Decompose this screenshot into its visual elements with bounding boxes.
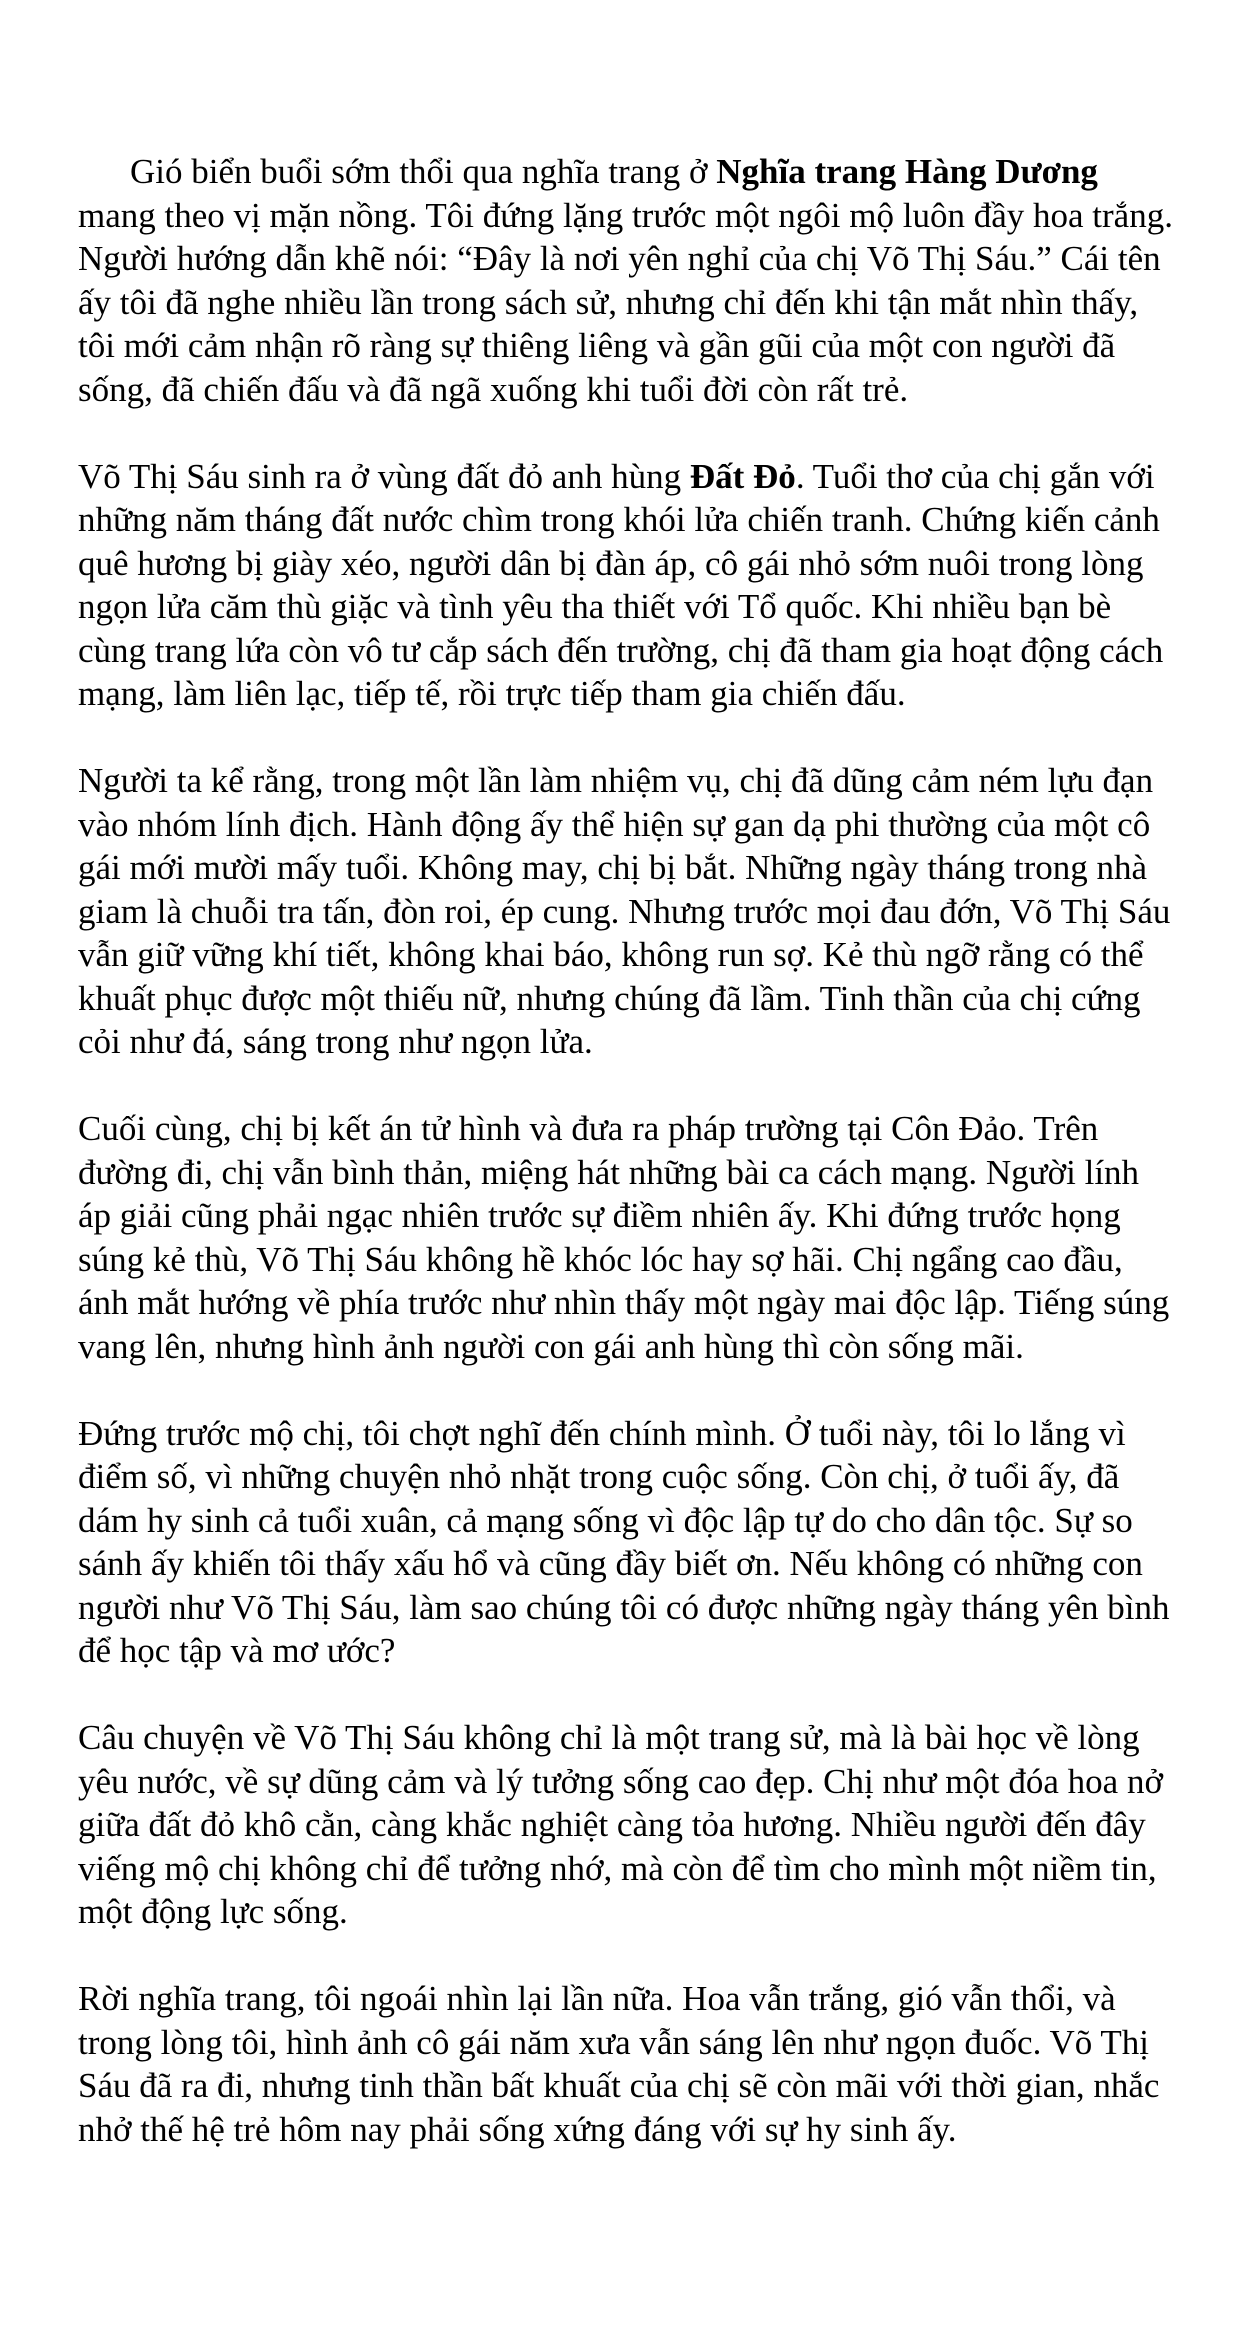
paragraph-7: Rời nghĩa trang, tôi ngoái nhìn lại lần nữa. Hoa vẫn trắng, gió vẫn thổi, và trong lòng tôi, hình ảnh cô gái năm xưa vẫn sáng lên như ngọn đuốc. Võ Thị Sáu đã ra đi, nhưng tinh thần bất khuất của chị sẽ còn mãi với thời gian, nhắc nhở thế hệ trẻ hôm nay phải sống xứng đáng với sự hy sinh ấy. [78,1979,1160,2149]
bold-place-name: Nghĩa trang Hàng Dương [716,152,1098,191]
paragraph-text: mang theo vị mặn nồng. Tôi đứng lặng trước một ngôi mộ luôn đầy hoa trắng. Người hướng dẫn khẽ nói: “Đây là nơi yên nghỉ của chị Võ Thị Sáu.” Cái tên ấy tôi đã nghe nhiều lần trong sách sử, nhưng chỉ đến khi tận mắt nhìn thấy, tôi mới cảm nhận rõ ràng sự thiêng liêng và gần gũi của một con người đã sống, đã chiến đấu và đã ngã xuống khi tuổi đời còn rất trẻ. [78,195,1173,409]
paragraph-5: Đứng trước mộ chị, tôi chợt nghĩ đến chính mình. Ở tuổi này, tôi lo lắng vì điểm số, vì những chuyện nhỏ nhặt trong cuộc sống. Còn chị, ở tuổi ấy, đã dám hy sinh cả tuổi xuân, cả mạng sống vì độc lập tự do cho dân tộc. Sự so sánh ấy khiến tôi thấy xấu hổ và cũng đầy biết ơn. Nếu không có những con người như Võ Thị Sáu, làm sao chúng tôi có được những ngày tháng yên bình để học tập và mơ ước? [78,1413,1170,1670]
paragraph-text: Võ Thị Sáu sinh ra ở vùng đất đỏ anh hùng [78,456,690,496]
paragraph-2 [78,455,1178,716]
paragraph-text: Gió biển buổi sớm thổi qua nghĩa trang ở [130,152,717,191]
document-body [78,150,1178,2151]
paragraph-text: . Tuổi thơ của chị gắn với những năm tháng đất nước chìm trong khói lửa chiến tranh. Chứng kiến cảnh quê hương bị giày xéo, người dân bị đàn áp, cô gái nhỏ sớm nuôi trong lòng ngọn lửa căm thù giặc và tình yêu tha thiết với Tổ quốc. Khi nhiều bạn bè cùng trang lứa còn vô tư cắp sách đến trường, chị đã tham gia hoạt động cách mạng, làm liên lạc, tiếp tế, rồi trực tiếp tham gia chiến đấu. [78,456,1164,713]
paragraph-3: Người ta kể rằng, trong một lần làm nhiệm vụ, chị đã dũng cảm ném lựu đạn vào nhóm lính địch. Hành động ấy thể hiện sự gan dạ phi thường của một cô gái mới mười mấy tuổi. Không may, chị bị bắt. Những ngày tháng trong nhà giam là chuỗi tra tấn, đòn roi, ép cung. Nhưng trước mọi đau đớn, Võ Thị Sáu vẫn giữ vững khí tiết, không khai báo, không run sợ. Kẻ thù ngỡ rằng có thể khuất phục được một thiếu nữ, nhưng chúng đã lầm. Tinh thần của chị cứng cỏi như đá, sáng trong như ngọn lửa. [78,761,1171,1061]
paragraph-6: Câu chuyện về Võ Thị Sáu không chỉ là một trang sử, mà là bài học về lòng yêu nước, về sự dũng cảm và lý tưởng sống cao đẹp. Chị như một đóa hoa nở giữa đất đỏ khô cằn, càng khắc nghiệt càng tỏa hương. Nhiều người đến đây viếng mộ chị không chỉ để tưởng nhớ, mà còn để tìm cho mình một niềm tin, một động lực sống. [78,1718,1163,1931]
paragraph-1 [78,150,1178,411]
paragraph-4: Cuối cùng, chị bị kết án tử hình và đưa ra pháp trường tại Côn Đảo. Trên đường đi, chị vẫn bình thản, miệng hát những bài ca cách mạng. Người lính áp giải cũng phải ngạc nhiên trước sự điềm nhiên ấy. Khi đứng trước họng súng kẻ thù, Võ Thị Sáu không hề khóc lóc hay sợ hãi. Chị ngẩng cao đầu, ánh mắt hướng về phía trước như nhìn thấy một ngày mai độc lập. Tiếng súng vang lên, nhưng hình ảnh người con gái anh hùng thì còn sống mãi. [78,1109,1170,1366]
bold-place-name: Đất Đỏ [689,456,796,496]
